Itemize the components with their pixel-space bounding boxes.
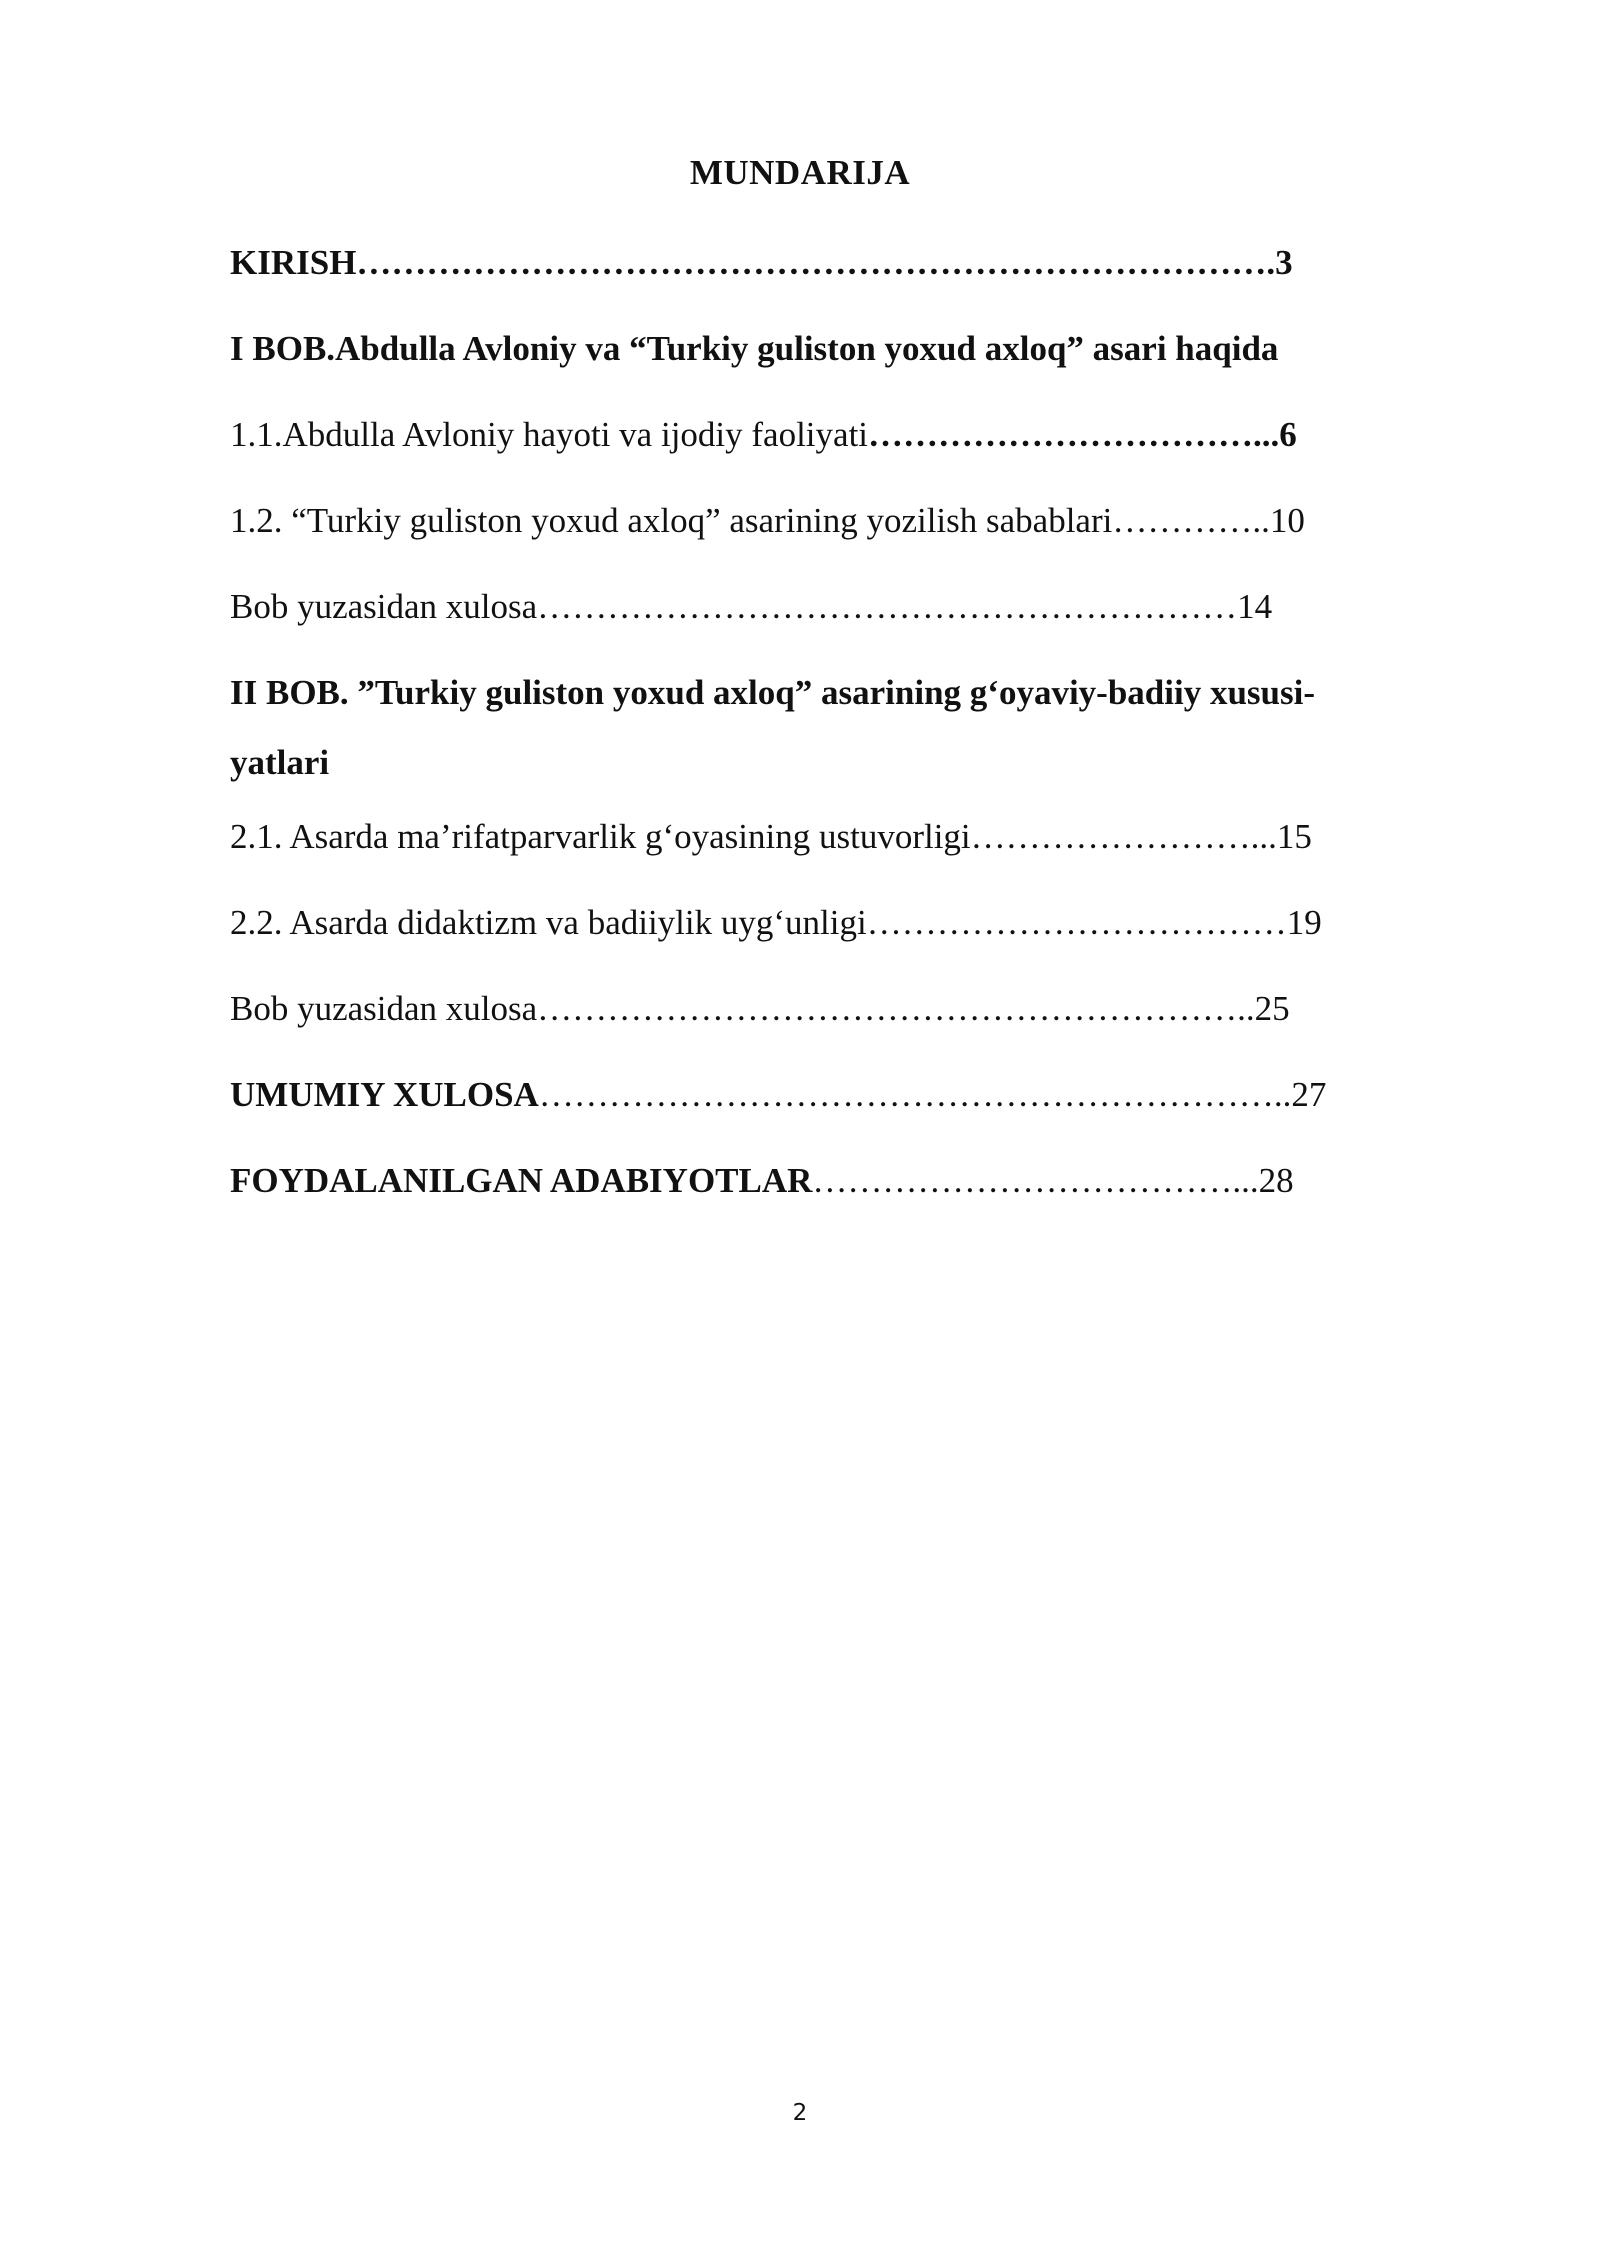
toc-entry-references — [230, 1158, 1294, 1204]
toc-heading: MUNDARIJA — [689, 153, 911, 192]
toc-entry-general-conclusion-leader: ………………………………………………………..27 — [538, 1075, 1327, 1114]
toc-entry-references-leader: ………………………………...28 — [812, 1161, 1294, 1200]
toc-entry-chapter-1-conclusion: Bob yuzasidan xulosa……………………………………………………14 — [230, 587, 1273, 626]
toc-entry-2-2: 2.2. Asarda didaktizm va badiiylik uyg‘unligi………………………………19 — [230, 903, 1322, 942]
toc-entry-chapter-2: II BOB. ”Turkiy guliston yoxud axloq” asarining g‘oyaviy-badiiy xususi-yatlari — [230, 673, 1315, 782]
toc-entry-general-conclusion-title: UMUMIY XULOSA — [230, 1075, 539, 1114]
toc-entry-general-conclusion — [230, 1072, 1326, 1118]
toc-entry-chapter-1: I BOB.Abdulla Avloniy va “Turkiy guliston yoxud axloq” asari haqida — [230, 329, 1279, 368]
toc-entry-1-1 — [230, 412, 1297, 458]
toc-entry-2-1: 2.1. Asarda ma’rifatparvarlik g‘oyasining ustuvorligi……………………...15 — [230, 817, 1312, 856]
toc-entry-chapter-2-conclusion: Bob yuzasidan xulosa……………………………………………………..25 — [230, 989, 1290, 1028]
toc-entry-references-title: FOYDALANILGAN ADABIYOTLAR — [230, 1161, 813, 1200]
page-number: 2 — [792, 2100, 808, 2126]
toc-entry-1-1-title: 1.1.Abdulla Avloniy hayoti va ijodiy faoliyati — [230, 415, 869, 454]
toc-entry-1-1-leader: ……………………………...6 — [868, 415, 1297, 454]
toc-entry-1-2: 1.2. “Turkiy guliston yoxud axloq” asarining yozilish sabablari…………..10 — [230, 501, 1305, 540]
toc-entry-kirish: KIRISH…………………………………………………………………….3 — [230, 243, 1293, 282]
